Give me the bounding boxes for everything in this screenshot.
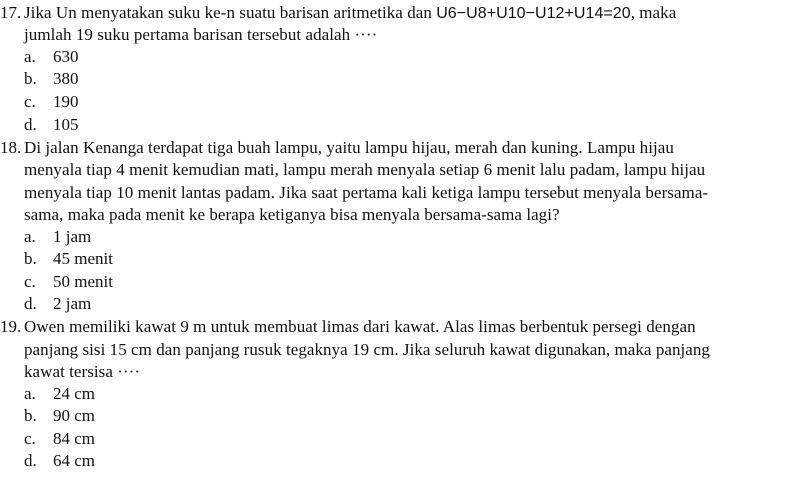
option-letter: b. (24, 406, 37, 425)
option-text: 90 cm (53, 406, 96, 425)
option-text: 64 cm (53, 451, 96, 470)
option-letter: c. (24, 92, 36, 111)
option-letter: a. (24, 227, 36, 246)
question-text-line: Owen memiliki kawat 9 m untuk membuat limas dari kawat. Alas limas berbentuk persegi dengan (24, 317, 696, 336)
question-text-line: kawat tersisa ···· (24, 362, 141, 381)
option-letter: a. (24, 47, 36, 66)
option-text: 84 cm (53, 429, 96, 448)
option-text: 190 (53, 92, 79, 111)
option-letter: b. (24, 69, 37, 88)
question-text-line: sama, maka pada menit ke berapa ketiganya bisa menyala bersama-sama lagi? (24, 205, 560, 224)
question-text-line: Jika Un menyatakan suku ke-n suatu barisan aritmetika dan U6−U8+U10−U12+U14=20, maka (24, 3, 677, 22)
option-text: 105 (53, 115, 79, 134)
option-text: 1 jam (53, 227, 92, 246)
question-number: 17. (0, 3, 22, 22)
option-text: 380 (53, 69, 79, 88)
option-letter: d. (24, 115, 37, 134)
question-number: 18. (0, 138, 22, 157)
option-letter: c. (24, 429, 36, 448)
option-letter: b. (24, 249, 37, 268)
option-letter: d. (24, 451, 37, 470)
option-text: 45 menit (53, 249, 113, 268)
question-text-line: menyala tiap 4 menit kemudian mati, lampu merah menyala setiap 6 menit lalu padam, lampu hijau (24, 160, 706, 179)
question-text-line: menyala tiap 10 menit lantas padam. Jika saat pertama kali ketiga lampu tersebut menyala bersama- (24, 183, 709, 202)
option-letter: d. (24, 294, 37, 313)
option-text: 2 jam (53, 294, 92, 313)
option-text: 50 menit (53, 272, 113, 291)
question-number: 19. (0, 317, 22, 336)
question-text-line: Di jalan Kenanga terdapat tiga buah lampu, yaitu lampu hijau, merah dan kuning. Lampu hijau (24, 138, 674, 157)
question-text-line: panjang sisi 15 cm dan panjang rusuk tegaknya 19 cm. Jika seluruh kawat digunakan, maka panjang (24, 340, 710, 359)
option-letter: a. (24, 384, 36, 403)
formula: U6−U8+U10−U12+U14=20 (436, 5, 631, 22)
option-letter: c. (24, 272, 36, 291)
question-text-line: jumlah 19 suku pertama barisan tersebut adalah ···· (24, 25, 378, 44)
option-text: 24 cm (53, 384, 96, 403)
option-text: 630 (53, 47, 79, 66)
